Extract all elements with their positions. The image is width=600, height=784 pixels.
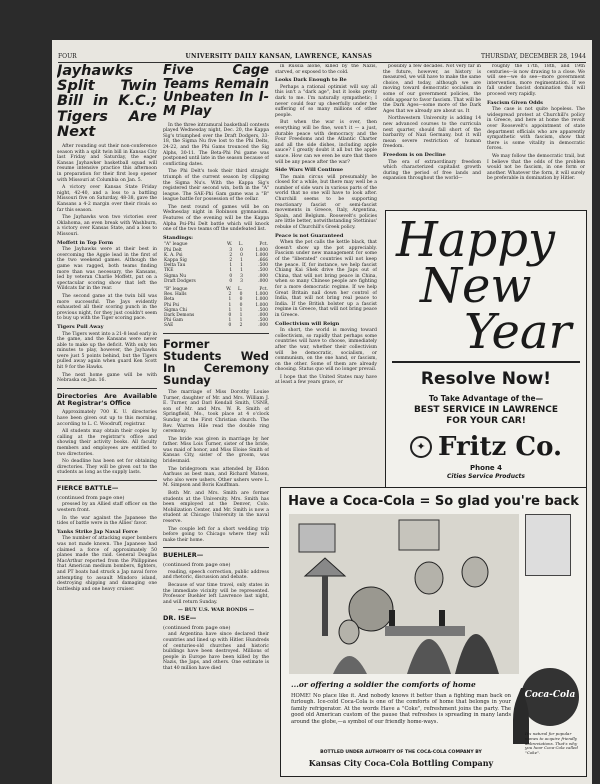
stat-cell: .000 [258,278,268,284]
team-name: Kappa Sig [164,258,187,264]
team-name: SAE [164,323,174,329]
stat-cell: 1 [228,307,232,313]
stat-cell: .500 [258,307,268,313]
subhead: Fascism Given Odds [487,99,543,106]
fritz-co-brand: Fritz Co. [437,432,563,462]
paragraph: We may follow the democratic trail, but I believe that the odds of the problem would not be fascism, in one form or another. Whatever the form, it will surely be preferable in domination by Hitler. [487,153,585,182]
headline-fierce-battle: FIERCE BATTLE— [57,484,119,492]
new-text: New [420,258,532,314]
stat-cell: 0 [228,323,232,329]
happy-text: Happy [396,212,556,268]
fritz-co-ad [385,210,587,502]
stat-cell: 0 [228,313,232,319]
column-3 [275,64,377,424]
stat-cell: 2 [239,323,243,329]
headline-directories: Directories Are Available At Registrar's Office [57,391,157,407]
coca-cola-ad [280,487,587,777]
stat-cell: 0 [239,302,243,308]
stat-cell: 1 [239,307,243,313]
paragraph: A victory over Kansas State Friday night, 42-40, and a loss to a battling Missouri five on Saturday, 48-38, gave the Kansans a 4-2 margin over their rivals so far this season. [57,185,157,213]
stat-cell: .500 [258,263,268,269]
stat-cell: 3 [240,273,243,279]
issue-date: THURSDAY, DECEMBER 28, 1944 [480,53,586,60]
stat-cell: 1.000 [255,292,268,298]
article-ise-cont-8 [487,64,585,98]
stat-cell: 1 [240,268,243,274]
paragraph: pressed by an Allied staff officer on the western front. [57,502,157,513]
team-name: TKE [164,268,174,274]
col-header: Pct. [259,287,268,293]
stat-cell: 3 [229,247,233,253]
masthead [58,48,586,63]
stat-cell: 1 [229,268,233,274]
paragraph: The Tigers went into a 21-8 lead early in the game, and the Kansans were never able to make up the deficit. With only ten minutes to play, however, the Jayhawks were just 5 points behind, but the Tigers pulled away again when guard Ken Scott hit 9 for the Hawks. [57,331,157,371]
headline-buehler: BUEHLER— [163,551,204,560]
table-row [163,323,269,328]
phone: Phone 4 [470,464,502,472]
paragraph: But when the war is over, then everything will be fine, won't it — a just, durable peace with democracy and the Four Freedoms and the Atlantic Charter and all the side dishes, including apple sauce? I greatly doubt it all but the apple sauce. How can we even be sure that there will be any peace after the war? [275,120,377,165]
for-your-car: FOR YOUR CAR! [446,416,526,426]
stat-cell: 1 [228,302,232,308]
paragraph: In short, the world is moving toward collectivism, so rapidly that perhaps some countries will have to choose, immediately after the war, whether their collectivism will be democratic, socialism, or communism, on the one hand, or fascism, on the other. Some of them are already choosing. Status quo will no longer prevail. [275,328,377,373]
team-name: K. A. Psi [164,252,183,258]
newspaper-page [52,40,592,784]
divider [57,480,157,481]
stat-cell: 1.000 [255,297,268,303]
stat-cell: 1 [240,263,243,269]
paragraph: The era of extraordinary freedom which characterized capitalist growth during the period of free lands and expansion throughout the world— [383,159,481,182]
stat-cell: 1 [239,313,243,319]
column-1 [57,64,157,779]
stat-cell: 0 [229,273,233,279]
paragraph: The Jayhawks won two victories over Oklahoma, an even break with Washburn, a victory over Kansas State, and a loss to Missouri. [57,215,157,237]
paragraph: The marriage of Miss Dorothy Louise Turner, daughter of Mr. and Mrs. William J. E. Turner, and Darl Kendall Smith, USNR, son of Mr. and Mrs. W. R. Smith of Springfield, Mo., took place at 4 o'clock Sunday at the First Christian church. The Rev. Warren Hile read the double ring ceremony. [163,389,269,435]
stat-cell: 2 [228,292,232,298]
stat-cell: 0 [229,278,233,284]
coke-side-text: It's natural for popular names to acquire friendly abbreviations. That's why you hear Coca-Cola called "Coke". [525,731,578,756]
paragraph: The next round of games will be on Wednesday night in Robinson gymnasium. Features of the evening will be the Kappa Alpha Psi-Phi Delt battle which will knock one of the two teams off the undefeated list. [163,204,269,233]
paragraph: possibly a few decades. Not very far in the future, however, as history is measured, we will have to make the same choice, and today, although we are moving toward democratic socialism in some of our government policies, the odds appear to favor fascism. That will be the Dark Ages—some more of the Dark Ages that we already are about us. It [383,64,481,114]
take-advantage: To Take Advantage of the— [428,394,544,403]
paragraph: In the war against the Japanese the tides of battle were in the Allies' favor. [57,515,157,527]
paragraph: Because of war time travel, only states in the immediate vicinity will be represented. Professor Buehler left Lawrence last night, and will return Sunday. [163,582,269,605]
continued-note: (continued from page one) [163,624,231,631]
col-header: L. [238,242,243,248]
stat-cell: 1 [228,297,232,303]
page-number: FOUR [58,53,77,60]
family-illustration [289,514,519,674]
stat-cell: 1.000 [255,252,268,258]
col-header: L. [238,287,243,293]
headline-jayhawks: Jayhawks Split Twin Bill in K.C.; Tigers Are Next [57,64,157,140]
stat-cell: 3 [240,278,243,284]
subhead: Collectivism will Reign [275,320,340,327]
continued-note: (continued from page one) [163,562,231,569]
article-ise-cont-2 [275,85,377,165]
paragraph: Both Mr. and Mrs. Smith are former students at the University. Mrs. Smith has been employed at the Denver, Colo. Mobilization Center, and Mr. Smith is now a student at Chicago University in the naval reserve. [163,491,269,524]
team-name: Res. Halls [164,292,187,298]
subhead: Moffett in Top Form [57,239,114,246]
coke-headline: Have a Coca-Cola = So glad you're back [288,494,579,509]
best-service: BEST SERVICE IN LAWRENCE [413,405,559,415]
headline-cage-teams: Five Cage Teams Remain Unbeaten In I-M Play [163,64,269,119]
team-name: Draft Dodgers [164,278,196,284]
stat-cell: .666 [258,258,268,264]
stat-cell: 1 [240,258,243,264]
paragraph: I hope that the United States may have at least a few years grace, or [275,374,377,386]
paragraph: Approximately 700 K. U. directories have been given out up to this morning, according to L. C. Woodruff, registrar. [57,410,157,427]
team-name: Delta Tau [164,263,186,269]
stat-cell: 0 [240,247,243,253]
war-bonds-line: — BUY U.S. WAR BONDS — [177,607,255,614]
stat-cell: 1 [239,318,243,324]
cities-service-logo-icon: ✦ [410,436,432,458]
paragraph: The next home game will be with Nebraska on Jan. 16. [57,372,157,384]
stat-cell: .000 [258,313,268,319]
paragraph: Perhaps a rational optimist will say all this isn't a "dark age", but it looks pretty dark to me. I'm naturally sympathetic; I never could fear up cheerfully under the suffering of so many millions of other people. [275,84,377,118]
bottler-name: Kansas City Coca-Cola Bottling Company [308,758,494,768]
paragraph: The second game at the twin bill was more successful. The Jays evidently exhausted all their scoring punch in the previous night, for they just couldn't seem to buy up with the Tiger scoring pace. [57,293,157,322]
paragraph: The couple left for a short wedding trip before going to Chicago where they will make their home. [163,526,269,543]
stat-cell: .500 [258,318,268,324]
paragraph: The Phi Delt's took their third straight triumph of the current season by clipping the Sigma Nu's. With the Kappa Sig's registered their second win, both in the "A" league. The SAE-Phi Gam game was a "B" league battle for possession of the cellar. [163,169,269,203]
team-name: Sigma Nu [164,273,187,279]
article-ise-cont-5 [275,328,377,386]
coke-body: HOME! No place like it. And nobody knows it better than a fighting man back on furlough. Ice-cold Coca-Cola is one of the comforts of home that belongs in your family refrigerator. At the words Have a "Coke", refreshment joins the party. The good old American custom of the pause that refreshes is spreading in many lands around the globe,—a symbol of our friendly home-ways. [291,693,511,725]
paragraph: The Jayhawks were at their best in overcoming the Aggie lead in the first of the two weekend games. Although the game was ragged, both teams finding more than was necessary, the Kansans, led by veteran Charlie Moffett, put on a spectacular scoring show that left the Wildcats far in the rear. [57,247,157,292]
stat-cell: 1.000 [255,247,268,253]
article-wedding-body [163,390,269,543]
team-name: Phi Gam [164,318,183,324]
coke-disc-text: Coca-Cola [524,690,576,700]
article-cage-body [163,123,269,233]
paragraph: After rounding out their non-conference season with a split twin bill in Kansas City last Friday and Saturday, the eager Kansas Jayhawker basketball squad will resume intensive practice this afternoon in preparation for their first loop opener with Missouri at Columbia on Jan. 5. [57,144,157,183]
paragraph: The bridegroom was attended by Eldon Aarhuss as best man, and Richard Matsen, who also were ushers. Other ushers were L. M. Simpson and Boris Kauffman. [163,466,269,489]
headline-former-students: Former Students Wed In Ceremony Sunday [163,336,269,387]
team-name: Sigma Chi [164,307,187,313]
divider [57,388,157,389]
stat-cell: 1 [229,263,233,269]
article-buehler-body [163,570,269,606]
headline-dr-ise: DR. ISE— [163,613,197,622]
col-header: W. [227,242,233,248]
article-ise-cont-4 [275,240,377,318]
resolve-now: Resolve Now! [420,369,552,389]
paragraph: When the pot calls the kettle black, that doesn't show up the pot appreciably. Fascism under new management for some of the "liberated" countries will not keep the peace. If, for instance, we help fascist Chiang Kai Shek drive the Japs out of China, that will not bring peace in China, when so many Chinese people are fighting for a more democratic regime. If we help Great Britain nail down her control of India, that will not bring real peace to India. If the British bolster up a fascist regime in Greece, that will not bring peace in Greece. [275,240,377,318]
table-row [163,279,269,284]
article-ise-body [163,632,269,671]
stat-cell: .000 [258,323,268,329]
article-jayhawks-body [57,144,157,238]
paper-title: UNIVERSITY DAILY KANSAN, LAWRENCE, KANSAS [185,53,373,60]
subhead: Yanks Strike Jap Naval Force [57,528,138,535]
stat-cell: 0 [239,297,243,303]
coke-subheadline: ...or offering a soldier the comforts of home [291,680,476,689]
article-ise-cont-7 [383,160,481,182]
stat-cell: 1.000 [255,302,268,308]
paragraph: reading, speech correction, public address and rhetoric, discussion and debate. [163,569,269,581]
article-jayhawks-body-2 [57,247,157,322]
paragraph: The bride was given in marriage by her father. Miss Lois Turner, sister of the bride, was maid of honor, and Miss Eloise Smith of Kansas City, sister of the groom, was bridesmaid. [163,436,269,465]
paragraph: The case is not quite hopeless. The widespread protest at Churchill's policy in Greece, and here at home the revolt over Roosevelt's appointment of state department officials who are apparently sympathetic with fascism, show that there is some vitality in democratic forces. [487,107,585,152]
team-name: Dark Demons [164,313,195,319]
league-label: "A" league [164,242,188,248]
article-ise-cont-3 [275,175,377,231]
paragraph: Northwestern University is adding 14 new advanced courses to the curricula next quarter, should fall short of the barbarity of Nazi Germany, but it will mean severe restriction of human freedom. [383,116,481,150]
stat-cell: 2 [229,258,233,264]
standings-a-table [163,242,269,284]
article-directories-body [57,410,157,476]
league-label: "B" league [164,287,188,293]
column-2 [163,64,269,779]
stat-cell: .500 [258,268,268,274]
article-ise-cont-9 [487,107,585,182]
continued-note: (continued from page one) [57,494,125,501]
paragraph: and Argentina have since declared their countries and lined up with Hitler. Hundreds of centuries-old churches and historic buildings have been destroyed. Millions of people in Europe have been killed by the Nazis, the Japs, and others. One estimate is that 40 million have died [163,632,269,671]
column-4 [383,64,481,224]
bottled-under: BOTTLED UNDER AUTHORITY OF THE COCA-COLA COMPANY BY [320,750,482,755]
article-jayhawks-body-3 [57,332,157,384]
column-5 [487,64,585,224]
divider [163,333,269,334]
paragraph: The main circus will presumably be closed for a while, but there may well be a number of side wars in various parts of the world that no one will have to look after. Churchill seems to be supporting reactionary fascist or semi-fascist movements in Greece, Italy, Argentina, Spain, and Belgium. Roosevelt's policies are little better, notwithstanding Stettinius' rebuke of Churchill's Greek policy. [275,174,377,231]
stat-cell: 1 [228,318,232,324]
subhead: Freedom is on Decline [383,151,446,158]
stat-cell: .000 [258,273,268,279]
team-name: Phi Psi [164,302,180,308]
team-name: Phi Delt [164,247,182,253]
article-battle-body-2 [57,536,157,592]
paragraph: in Russia alone, killed by the Nazis, starved, or exposed to the cold. [275,64,377,75]
stat-cell: 0 [239,292,243,298]
col-header: Pct. [259,242,268,248]
paragraph: No deadline has been set for obtaining directories. They will be given out to the students as long as the supply lasts. [57,459,157,476]
stat-cell: 0 [240,252,243,258]
year-text: Year [464,304,572,360]
subhead: Side Wars Will Continue [275,167,344,174]
paragraph: roughly the 17th, 18th, and 19th centuries—is now drawing to a close. We will see—we do see—more government intervention, more regimentation. If we fall under fascist domination this will proceed very rapidly. [487,64,585,97]
stat-cell: 2 [229,252,233,258]
products: Cities Service Products [446,473,525,480]
paragraph: In the three intramural basketball contests played Wednesday night, Dec. 20, the Kappa Sig's triumphed over the Draft Dodgers, 33-18, the Sigma Nu five lost to the Phi Delts, 24-22, and the Phi Gams trounced the Sig Alphs, 30-11. The Beta-Phi Psi game was postponed until late in the season because of conflicting dates. [163,122,269,167]
article-battle-body [57,502,157,526]
subhead: Peace is not Guaranteed [275,232,344,239]
col-header: W. [226,287,232,293]
team-name: Beta [164,297,175,303]
article-ise-cont [275,64,377,75]
divider [163,547,269,548]
standings-b-table [163,287,269,329]
standings-title: Standings: [163,234,193,241]
article-ise-cont-6 [383,64,481,150]
paragraph: All students may obtain their copies by calling at the registrar's office and showing their activity books. All faculty members and employees are entitled to two directories. [57,429,157,457]
welcome-script [525,514,579,584]
paragraph: The number of attacking super bombers was not made known. The Japanese had claimed a force of approximately 50 planes made the raid. General Douglas MacArthur reported from the Philippines that American medium bombers, fighters, and PT boats had struck a Jap naval force attempting to assault Mindoro island, destroying shipping and damaging one battleship and one heavy cruiser. [57,536,157,592]
subhead: Looks Dark Enough to Be [275,77,347,84]
subhead: Tigers Pull Away [57,323,104,330]
